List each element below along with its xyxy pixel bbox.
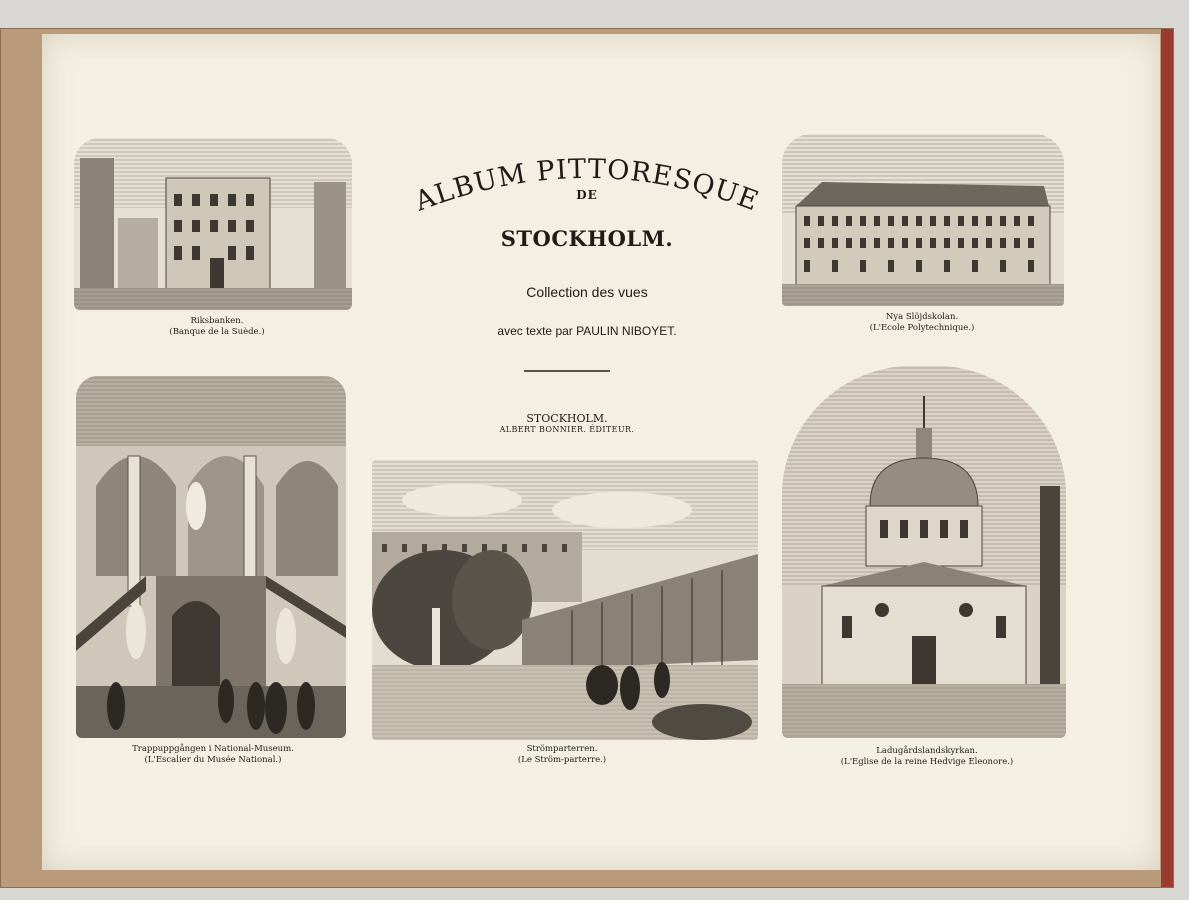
- svg-text:ALBUM PITTORESQUE: [410, 154, 763, 218]
- publisher-name: ALBERT BONNIER. ÉDITEUR.: [499, 425, 635, 434]
- caption-national-museum-french: (L'Escalier du Musée National.): [144, 755, 282, 765]
- engraving-nya-slojdskolan: [782, 134, 1064, 306]
- caption-riksbanken: [122, 316, 312, 338]
- title-city: STOCKHOLM.: [500, 226, 674, 251]
- title-divider: [524, 370, 610, 372]
- cover-edge: [1161, 29, 1173, 887]
- caption-nya-slojdskolan-title: Nya Slöjdskolan.: [885, 312, 959, 322]
- album-title: [392, 132, 782, 232]
- caption-stromparterren-title: Strömparterren.: [526, 744, 598, 754]
- caption-national-museum: [98, 744, 328, 766]
- caption-nya-slojdskolan: [832, 312, 1012, 334]
- engraving-ladugardslandskyrkan: [782, 366, 1066, 738]
- caption-nya-slojdskolan-french: (L'Ecole Polytechnique.): [869, 323, 975, 333]
- album-title-arch: [392, 132, 782, 232]
- caption-stromparterren: [462, 744, 662, 766]
- caption-riksbanken-title: Riksbanken.: [190, 316, 244, 326]
- caption-ladugardslandskyrkan: [802, 746, 1052, 768]
- publisher-city: STOCKHOLM.: [526, 412, 608, 425]
- author-line: avec texte par PAULIN NIBOYET.: [497, 324, 677, 338]
- engraving-riksbanken: [74, 138, 352, 310]
- engraving-national-museum-staircase: [76, 376, 346, 738]
- album-title-page: [42, 34, 1160, 870]
- album-title-text: ALBUM PITTORESQUE: [410, 153, 764, 218]
- title-de: DE: [576, 188, 598, 202]
- caption-ladugardslandskyrkan-french: (L'Eglise de la reine Hedvige Eleonore.): [840, 757, 1014, 767]
- engraving-stromparterren: [372, 460, 758, 740]
- caption-riksbanken-french: (Banque de la Suède.): [169, 327, 265, 337]
- caption-ladugardslandskyrkan-title: Ladugårdslandskyrkan.: [876, 746, 978, 756]
- caption-stromparterren-french: (Le Ström-parterre.): [517, 755, 607, 765]
- collection-subtitle: Collection des vues: [526, 284, 648, 300]
- caption-national-museum-title: Trappuppgången i National-Museum.: [132, 744, 294, 754]
